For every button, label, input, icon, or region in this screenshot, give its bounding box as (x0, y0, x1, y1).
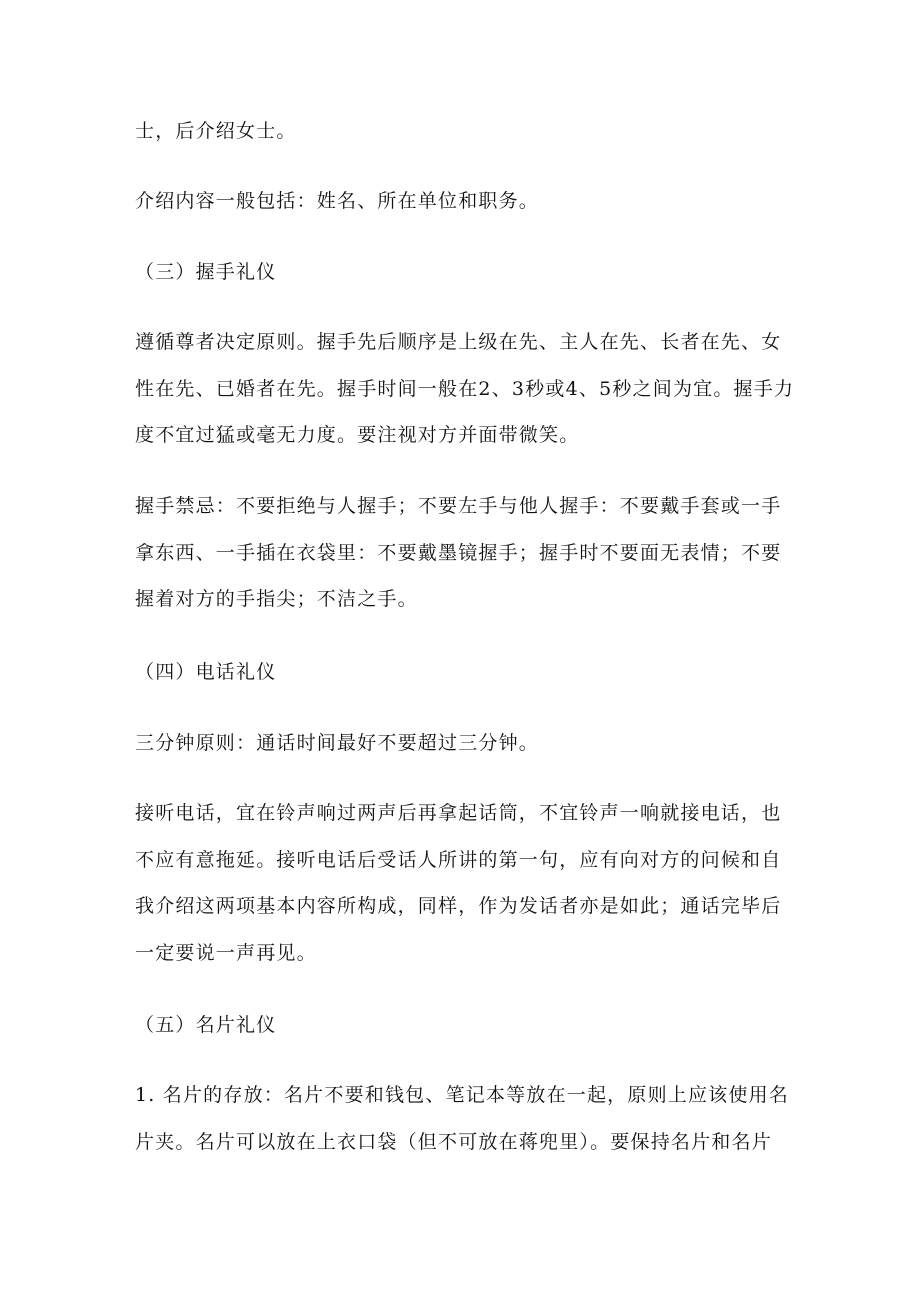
paragraph-intro-order (135, 108, 780, 155)
paragraph-answering-calls (135, 790, 780, 976)
text-line: 三分钟原则：通话时间最好不要超过三分钟。 (135, 732, 540, 754)
text-line: 握着对方的手指尖；不洁之手。 (135, 588, 418, 610)
text-line: 1. 名片的存放：名片不要和钱包、笔记本等放在一起，原则上应该使用名 (135, 1084, 789, 1106)
paragraph-three-minute-rule (135, 720, 780, 767)
text-line: 士，后介绍女士。 (135, 120, 297, 142)
paragraph-handshake-rules (135, 319, 795, 459)
text-line: 遵循尊者决定原则。握手先后顺序是上级在先、主人在先、长者在先、女 (135, 331, 782, 353)
text-line: 一定要说一声再见。 (135, 941, 317, 964)
paragraph-card-storage (135, 1072, 789, 1165)
text-line: 握手禁忌：不要拒绝与人握手；不要左手与他人握手：不要戴手套或一手 (135, 495, 782, 517)
text-line: 我介绍这两项基本内容所构成，同样，作为发话者亦是如此；通话完毕后 (135, 895, 782, 917)
text-line: 性在先、已婚者在先。握手时间一般在2、3秒或4、5秒之间为宜。握手力 (135, 377, 795, 400)
text-line: 片夹。名片可以放在上衣口袋（但不可放在蒋兜里）。要保持名片和名片 (135, 1130, 772, 1153)
text-line: 度不宜过猛或毫无力度。要注视对方并面带微笑。 (135, 424, 580, 446)
text-line: 不应有意拖延。接听电话后受话人所讲的第一句，应有向对方的问候和自 (135, 848, 782, 871)
section-heading-phone: （四）电话礼仪 (135, 661, 277, 683)
text-line: 接听电话，宜在铃声响过两声后再拿起话筒，不宜铃声一响就接电话，也 (135, 802, 782, 824)
section-heading-business-card: （五）名片礼仪 (135, 1014, 277, 1036)
section-heading-handshake: （三）握手礼仪 (135, 261, 277, 283)
paragraph-handshake-taboos (135, 483, 780, 623)
text-line: 介绍内容一般包括：姓名、所在单位和职务。 (135, 190, 540, 212)
paragraph-intro-content (135, 178, 780, 225)
text-line: 拿东西、一手插在衣袋里：不要戴墨镜握手；握手时不要面无表情；不要 (135, 541, 782, 564)
